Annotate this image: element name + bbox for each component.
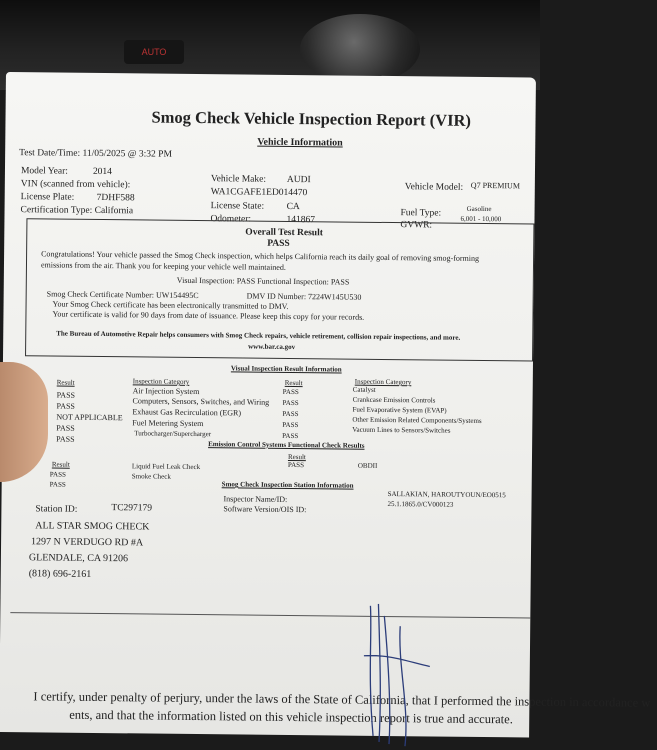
station-id-label: Station ID: bbox=[35, 504, 78, 515]
station-heading: Smog Check Inspection Station Information bbox=[221, 480, 354, 490]
fuel-label: Fuel Type: bbox=[400, 208, 442, 219]
model-year: 2014 bbox=[92, 166, 113, 178]
visual-category-right: Other Emission Related Components/Systems bbox=[352, 415, 482, 426]
visual-col-category: Inspection Category bbox=[132, 377, 190, 386]
congrats-line-2: emissions from the air. Thank you for keeping your vehicle well maintained. bbox=[40, 260, 286, 272]
visual-result-right: PASS bbox=[282, 398, 299, 408]
functional-result-right: PASS bbox=[287, 460, 305, 470]
inspector: SALLAKIAN, HAROUTYOUN/EO0515 bbox=[387, 490, 506, 500]
functional-category: Liquid Fuel Leak Check bbox=[131, 462, 201, 472]
certificate-number: Smog Check Certificate Number: UW154495C bbox=[46, 289, 199, 301]
visual-result-right: PASS bbox=[282, 409, 299, 419]
station-address-1: 1297 N VERDUGO RD #A bbox=[31, 536, 144, 549]
cert-type: Certification Type: California bbox=[20, 205, 134, 217]
functional-col-result: Result bbox=[51, 460, 70, 469]
functional-result: PASS bbox=[49, 470, 66, 479]
visual-result-right: PASS bbox=[282, 387, 299, 397]
station-id: TC297179 bbox=[111, 503, 153, 514]
overall-heading: Overall Test Result bbox=[245, 227, 323, 239]
overall-result: PASS bbox=[267, 238, 290, 249]
state: CA bbox=[286, 201, 300, 213]
vin-label: VIN (scanned from vehicle): bbox=[20, 179, 131, 191]
make-label: Vehicle Make: bbox=[210, 174, 267, 185]
visual-result: NOT APPLICABLE bbox=[56, 412, 123, 423]
visual-col-result-right: Result bbox=[284, 378, 303, 388]
inspector-label: Inspector Name/ID: bbox=[223, 494, 288, 504]
validity-note: Your certificate is valid for 90 days from date of issuance. Please keep this copy for your records. bbox=[52, 309, 365, 322]
station-address-2: GLENDALE, CA 91206 bbox=[28, 552, 129, 565]
odometer-label: Odometer: bbox=[210, 214, 252, 225]
report-title: Smog Check Vehicle Inspection Report (VIR) bbox=[151, 107, 472, 130]
model-label: Vehicle Model: bbox=[404, 182, 464, 193]
plate: 7DHF588 bbox=[96, 192, 135, 204]
gvwr: 6,001 - 10,000 bbox=[460, 214, 502, 224]
certify-line-2: ents, and that the information listed on this vehicle inspection report is true and accurate. bbox=[69, 707, 513, 727]
visual-category: Fuel Metering System bbox=[132, 418, 204, 429]
smog-report-page bbox=[0, 72, 651, 738]
plate-label: License Plate: bbox=[20, 192, 75, 203]
functional-category: Smoke Check bbox=[131, 472, 171, 481]
bar-note: The Bureau of Automotive Repair helps consumers with Smog Check repairs, vehicle retirement, collision repair inspections, and more. bbox=[56, 329, 461, 342]
visual-result: PASS bbox=[56, 401, 75, 411]
visual-col-category-right: Inspection Category bbox=[354, 377, 412, 387]
bar-url[interactable]: www.bar.ca.gov bbox=[248, 342, 296, 352]
fuel: Gasoline bbox=[466, 204, 492, 214]
visual-heading: Visual Inspection Result Information bbox=[230, 364, 342, 374]
station-name: ALL STAR SMOG CHECK bbox=[35, 520, 150, 533]
software-label: Software Version/OIS ID: bbox=[223, 504, 307, 515]
visual-functional-status: Visual Inspection: PASS Functional Inspection: PASS bbox=[176, 275, 350, 287]
inspector-signature bbox=[339, 596, 451, 747]
test-datetime: Test Date/Time: 11/05/2025 @ 3:32 PM bbox=[19, 148, 172, 160]
functional-col-result-right: Result bbox=[287, 452, 306, 462]
make: AUDI bbox=[286, 174, 311, 186]
certify-line-1: I certify, under penalty of perjury, under the laws of the State of California, that I performed the inspection in accordance w bbox=[33, 689, 651, 710]
visual-col-result: Result bbox=[56, 378, 75, 387]
visual-result: PASS bbox=[56, 434, 75, 444]
gear-shift-knob bbox=[300, 14, 420, 84]
state-label: License State: bbox=[210, 201, 265, 212]
gvwr-label: GVWR: bbox=[400, 220, 433, 231]
visual-result-right: PASS bbox=[282, 420, 299, 430]
visual-category: Exhaust Gas Recirculation (EGR) bbox=[132, 407, 242, 418]
visual-category: Computers, Sensors, Switches, and Wiring bbox=[132, 396, 270, 407]
vin: WA1CGAFE1ED014470 bbox=[210, 187, 308, 199]
visual-category-right: Fuel Evaporative System (EVAP) bbox=[352, 405, 447, 415]
functional-result: PASS bbox=[49, 480, 66, 489]
station-phone: (818) 696-2161 bbox=[28, 568, 92, 580]
vehicle-info-heading: Vehicle Information bbox=[257, 136, 343, 149]
visual-result: PASS bbox=[56, 423, 75, 433]
congrats-line-1: Congratulations! Your vehicle passed the Smog Check inspection, which helps California reach its daily goal of removing smog-forming bbox=[41, 249, 480, 263]
visual-category: Turbocharger/Supercharger bbox=[134, 429, 212, 439]
functional-category-right: OBDII bbox=[357, 461, 378, 470]
software: 25.1.1865.0/CV000123 bbox=[387, 500, 454, 509]
visual-category-right: Vacuum Lines to Sensors/Switches bbox=[352, 425, 451, 435]
model-year-label: Model Year: bbox=[20, 166, 68, 177]
transmitted-note: Your Smog Check certificate has been electronically transmitted to DMV. bbox=[52, 299, 289, 311]
visual-category: Air Injection System bbox=[132, 386, 200, 397]
certification-box bbox=[9, 612, 651, 748]
visual-result: PASS bbox=[56, 390, 76, 400]
visual-category-right: Crankcase Emission Controls bbox=[352, 395, 436, 405]
overall-result-box bbox=[25, 218, 534, 361]
model: Q7 PREMIUM bbox=[470, 180, 521, 191]
functional-heading: Emission Control Systems Functional Check Results bbox=[208, 440, 365, 450]
visual-category-right: Catalyst bbox=[352, 385, 376, 394]
auto-button: AUTO bbox=[124, 40, 184, 64]
odometer: 141867 bbox=[286, 214, 316, 226]
visual-result-right: PASS bbox=[282, 431, 299, 441]
dmv-id: DMV ID Number: 7224W145U530 bbox=[246, 291, 362, 302]
